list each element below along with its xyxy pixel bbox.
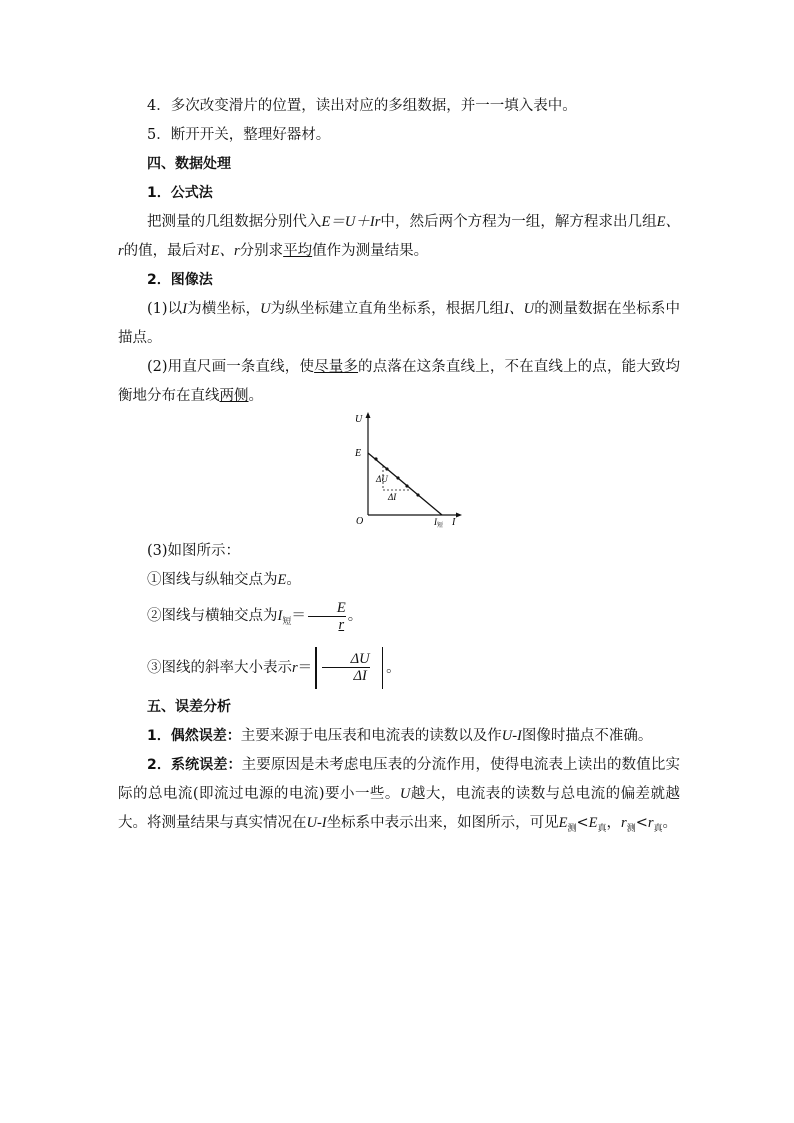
method-2-title: 2．图像法 bbox=[147, 272, 213, 288]
section-5-title: 五、误差分析 bbox=[147, 698, 231, 715]
method-2-step-3: (3)如图所示： bbox=[147, 543, 241, 559]
i-axis-arrow bbox=[456, 513, 462, 518]
data-point bbox=[405, 484, 408, 487]
method-1-title: 1．公式法 bbox=[147, 185, 213, 201]
u-axis-arrow bbox=[366, 412, 371, 418]
method-2-step-2: (2)用直尺画一条直线，使尽量多的点落在这条直线上，不在直线上的点，能大致均衡地分布在直线两侧。 bbox=[118, 359, 681, 404]
e-label: E bbox=[355, 448, 362, 459]
i-short-label: $I_短$ bbox=[434, 517, 444, 529]
conclusion-3: ③图线的斜率大小表示r＝ $\frac{\Delta U}{\Delta I}$ 。 bbox=[118, 647, 680, 689]
abs-bar-right bbox=[382, 647, 384, 689]
ui-graph bbox=[354, 411, 464, 529]
i-axis-label: I bbox=[452, 517, 456, 528]
step-5: 5．断开开关，整理好器材。 bbox=[147, 127, 331, 143]
origin-label: O bbox=[356, 516, 364, 527]
fraction-e-over-r: $\frac{E}{r}$ bbox=[308, 600, 346, 633]
step-4: 4．多次改变滑片的位置，读出对应的多组数据，并一一填入表中。 bbox=[147, 98, 577, 114]
section-4-title: 四、数据处理 bbox=[147, 156, 231, 172]
data-point bbox=[396, 476, 399, 479]
data-point bbox=[374, 457, 377, 460]
ui-graph-figure bbox=[118, 411, 680, 531]
fit-line bbox=[368, 453, 442, 515]
data-point bbox=[416, 493, 419, 496]
data-point bbox=[385, 467, 388, 470]
u-axis-label: U bbox=[355, 414, 363, 425]
abs-bar-left bbox=[315, 647, 317, 689]
document-page bbox=[118, 92, 680, 844]
method-2-step-1: (1)以I为横坐标，U为纵坐标建立直角坐标系，根据几组I、U的测量数据在坐标系中描点。 bbox=[118, 301, 681, 346]
delta-i-label: ΔI bbox=[388, 492, 397, 502]
conclusion-1: ①图线与纵轴交点为E。 bbox=[147, 572, 301, 588]
fraction-du-over-di: $\frac{\Delta U}{\Delta I}$ bbox=[322, 651, 370, 684]
delta-u-label: ΔU bbox=[376, 474, 388, 484]
error-1: 1．偶然误差：主要来源于电压表和电流表的读数以及作U-I图像时描点不准确。 bbox=[147, 727, 653, 744]
conclusion-2: ②图线与横轴交点为$I_短=$ $\frac{E}{r}$ 。 bbox=[147, 599, 363, 633]
method-1-text: 把测量的几组数据分别代入E＝U＋Ir中，然后两个方程为一组，解方程求出几组E、r的值，最后对E、r分别求平均值作为测量结果。 bbox=[118, 214, 681, 259]
error-2: 2．系统误差：主要原因是未考虑电压表的分流作用，使得电流表上读出的数值比实际的总电流(即流过电源的电流)要小一些。U越大，电流表的读数与总电流的偏差就越大。将测量结果与真实情况在U-I坐标系中表示出来，如图所示，可见$E_测<E_真$，$r_测<r_真$。 bbox=[118, 756, 681, 834]
